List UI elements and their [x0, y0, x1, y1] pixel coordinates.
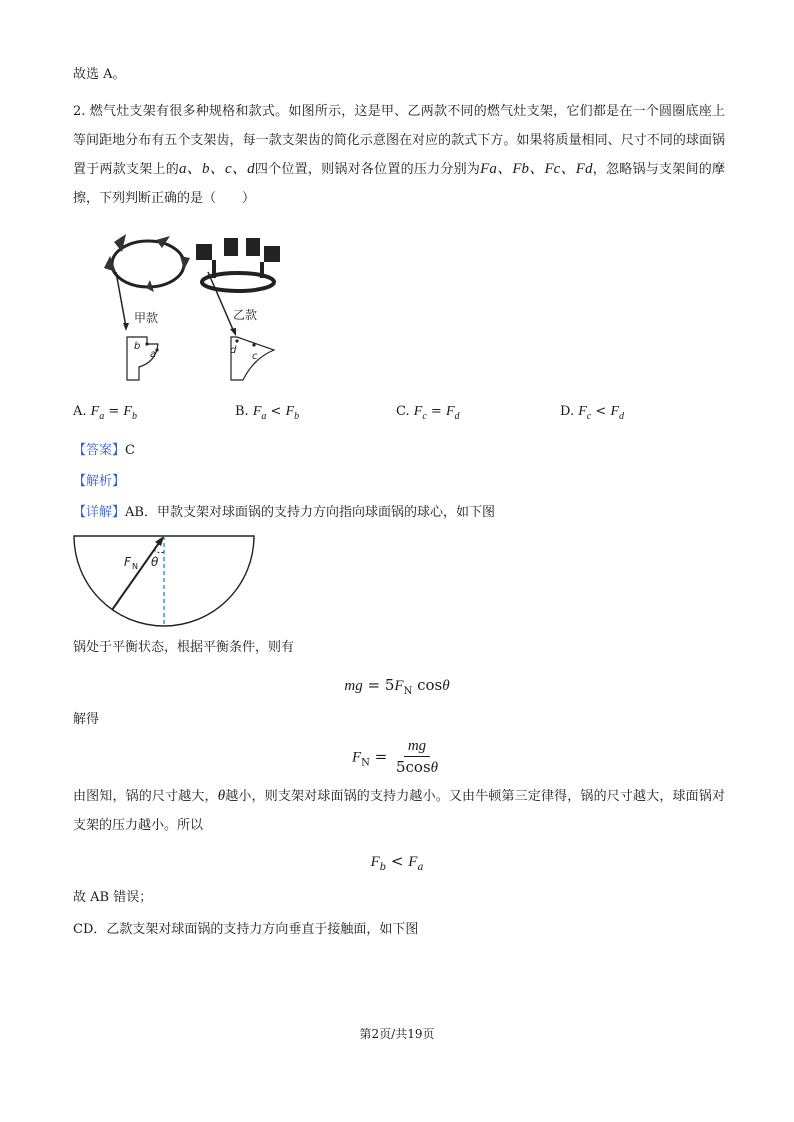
question-positions: a、b、c、d: [179, 161, 255, 177]
option-b: B. $F_a < F_b$: [235, 404, 300, 422]
page-footer: 第2页/共19页: [359, 1027, 435, 1041]
ab-wrong: 故 AB 错误；: [73, 890, 153, 905]
equation-2: $F_N$ = $\frac{mg}{5\cos\theta}$: [351, 738, 439, 776]
equation-3: $F_b < F_a$: [370, 852, 424, 873]
question-body-2: 四个位置，则锅对各位置的压力分别为: [254, 162, 481, 177]
reasoning-text: 由图知，锅的尺寸越大，θ越小，则支架对球面锅的支持力越小。又由牛顿第三定律得，锅的尺寸越大，球面锅对支架的压力越小。所以: [73, 788, 725, 833]
detail-tag: 【详解】: [73, 505, 126, 520]
answer-tag: 【答案】: [73, 443, 126, 458]
point-d: d: [230, 345, 237, 356]
detail-ab: 【详解】AB．甲款支架对球面锅的支持力方向指向球面锅的球心，如下图: [73, 505, 495, 520]
hemisphere-diagram: [72, 532, 256, 628]
question-text: [73, 97, 725, 213]
label-jia: 甲款: [134, 311, 159, 325]
point-b: b: [134, 341, 141, 352]
stove-support-figure: [96, 232, 296, 392]
question-body-3: ，忽略锅与支架间的摩擦，下列判断正确的是（ ）: [73, 162, 725, 206]
equilibrium-text: 锅处于平衡状态，根据平衡条件，则有: [73, 640, 295, 655]
normal-force-arrow: [112, 540, 161, 610]
theta-label: θ: [151, 555, 159, 569]
answer-value: C: [125, 443, 135, 458]
detail-cd: CD．乙款支架对球面锅的支持力方向垂直于接触面，如下图: [73, 922, 419, 937]
fn-label: F: [124, 555, 131, 569]
option-d: D. $F_c < F_d$: [560, 404, 624, 422]
question-number: 2.: [73, 104, 86, 119]
equation-1: mg = $5F_N$ cosθ: [344, 676, 450, 697]
point-a: a: [150, 349, 157, 360]
option-a: A. $F_a = F_b$: [73, 404, 137, 422]
previous-answer: 故选 A。: [73, 67, 126, 82]
point-c: c: [252, 351, 258, 362]
solve-text: 解得: [73, 712, 100, 727]
label-yi: 乙款: [233, 308, 258, 322]
analysis-tag: 【解析】: [73, 474, 126, 489]
question-body-1: 燃气灶支架有很多种规格和款式。如图所示，这是甲、乙两款不同的燃气灶支架，它们都是在一个圆圈底座上等间距地分布有五个支架齿，每一款支架齿的简化示意图在对应的款式下方。如果将质量相同、尺寸不同的球面锅置于两款支架上的: [73, 104, 725, 177]
question-forces: Fa、Fb、Fc、Fd: [480, 161, 593, 177]
fn-sub: N: [132, 562, 138, 571]
answer-line: [73, 443, 135, 459]
option-c: C. $F_c = F_d$: [396, 404, 460, 422]
